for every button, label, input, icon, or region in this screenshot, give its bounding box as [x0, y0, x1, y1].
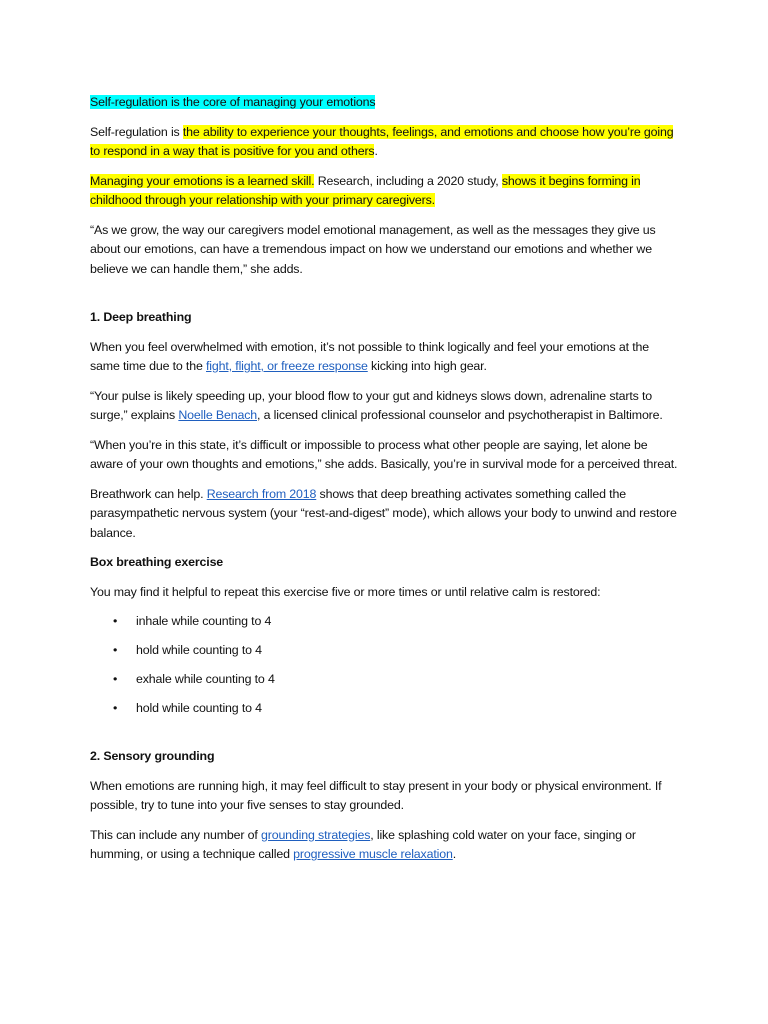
link-grounding-strategies[interactable]: grounding strategies: [260, 827, 371, 842]
text-run: shows that deep breathing activates something called the parasympathetic nervous system (your “rest-and-digest” mode), which allows your body to unwind and restore balance.: [90, 486, 677, 540]
list-item-text: hold while counting to 4: [136, 643, 262, 657]
text-run: Research, including a 2020 study,: [314, 173, 502, 188]
text-run: When you feel overwhelmed with emotion, it’s not possible to think logically and feel your emotions at the same time due to the: [90, 339, 649, 373]
paragraph-learned-skill: [90, 172, 680, 211]
list-item-text: inhale while counting to 4: [136, 614, 272, 628]
spacer: [90, 289, 680, 308]
paragraph-exercise-intro: You may find it helpful to repeat this exercise five or more times or until relative calm is restored:: [90, 584, 601, 599]
paragraph-self-regulation: [90, 123, 680, 162]
text-run: kicking into high gear.: [367, 359, 487, 373]
text-run: , like splashing cold water on your face, singing or humming, or using a technique called: [90, 827, 636, 861]
bullet-icon: •: [113, 672, 118, 686]
bullet-icon: •: [113, 643, 118, 657]
text-run: Self-regulation is: [90, 124, 183, 139]
subheading-box-breathing: Box breathing exercise: [90, 555, 224, 569]
paragraph-emotions-running-high: When emotions are running high, it may feel difficult to stay present in your body or physical environment. If possible, try to tune into your five senses to stay grounded.: [90, 778, 662, 812]
highlighted-text: Managing your emotions is a learned skill.: [90, 173, 315, 188]
text-run: Breathwork can help.: [90, 486, 207, 501]
list-item: [90, 641, 680, 661]
paragraph-pulse: [90, 387, 680, 426]
list-item: [90, 612, 680, 632]
list-item: [90, 699, 680, 719]
link-research-2018[interactable]: Research from 2018: [206, 486, 317, 501]
heading-deep-breathing: 1. Deep breathing: [90, 310, 192, 324]
heading-sensory-grounding: 2. Sensory grounding: [90, 749, 215, 763]
section-title: Self-regulation is the core of managing your emotions: [90, 95, 376, 109]
highlighted-text: shows it begins forming in childhood through your relationship with your primary caregivers.: [90, 173, 641, 207]
link-progressive-muscle-relaxation[interactable]: progressive muscle relaxation: [293, 847, 453, 861]
highlighted-text: the ability to experience your thoughts, feelings, and emotions and choose how you’re going to respond in a way that is positive for you and others: [90, 124, 674, 158]
paragraph-grounding-strategies: [90, 826, 680, 865]
spacer: [90, 728, 680, 747]
paragraph-overwhelmed: [90, 338, 680, 377]
title-paragraph: [90, 93, 680, 113]
text-run: “Your pulse is likely speeding up, your blood flow to your gut and kidneys slows down, adrenaline starts to surge,” explains: [90, 388, 653, 422]
document-page: [90, 93, 680, 875]
bullet-icon: •: [113, 701, 118, 715]
text-run: .: [452, 847, 457, 861]
bullet-list: [90, 612, 680, 719]
link-fight-flight-freeze[interactable]: fight, flight, or freeze response: [206, 359, 368, 373]
paragraph-quote-caregivers: “As we grow, the way our caregivers model emotional management, as well as the messages they give us about our emotions, can have a tremendous impact on how we understand our emotions and whether we believe we can handle them,” she adds.: [90, 222, 656, 276]
list-item: [90, 670, 680, 690]
text-run: .: [374, 144, 378, 158]
paragraph-survival-mode: “When you’re in this state, it’s difficult or impossible to process what other people are saying, let alone be aware of your own thoughts and emotions,” she adds. Basically, you’re in survival mode for a perceived threat.: [90, 437, 678, 471]
text-run: This can include any number of: [90, 827, 261, 842]
text-run: , a licensed clinical professional counselor and psychotherapist in Baltimore.: [257, 408, 663, 422]
link-noelle-benach[interactable]: Noelle Benach: [178, 408, 258, 422]
paragraph-breathwork: [90, 485, 680, 544]
bullet-icon: •: [113, 614, 118, 628]
list-item-text: exhale while counting to 4: [136, 672, 275, 686]
list-item-text: hold while counting to 4: [136, 701, 262, 715]
